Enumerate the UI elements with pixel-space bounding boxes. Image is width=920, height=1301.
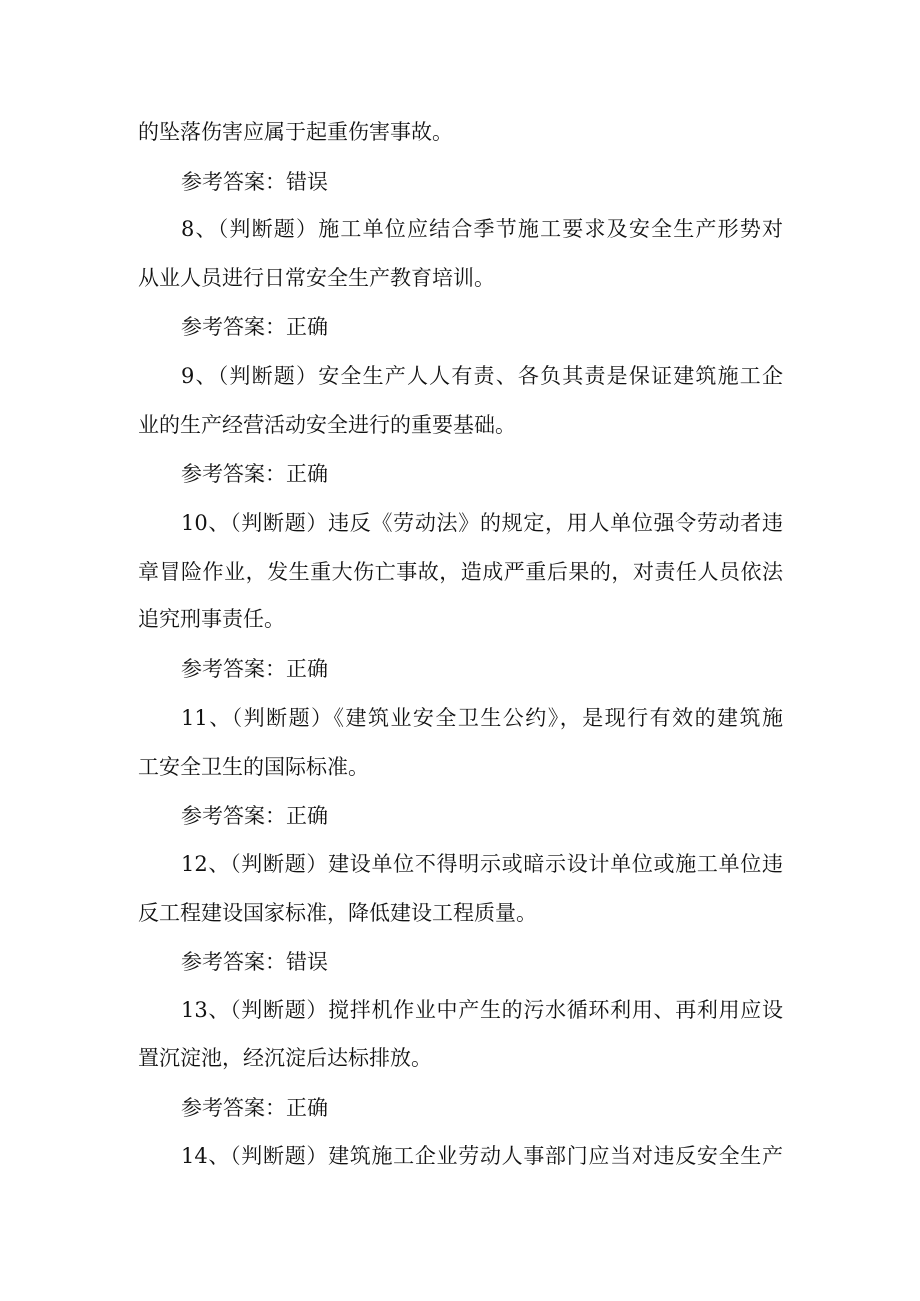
- question-14-line-1: 14、（判断题）建筑施工企业劳动人事部门应当对违反安全生产: [181, 1144, 783, 1168]
- question-9-line-2: 业的生产经营活动安全进行的重要基础。: [138, 413, 516, 437]
- answer-line: 参考答案：错误: [181, 170, 328, 194]
- question-9-line-1: 9、（判断题）安全生产人人有责、各负其责是保证建筑施工企: [181, 364, 783, 388]
- question-10-line-2: 章冒险作业，发生重大伤亡事故，造成严重后果的，对责任人员依法: [138, 560, 783, 584]
- answer-line: 参考答案：正确: [181, 1096, 328, 1120]
- question-8-line-1: 8、（判断题）施工单位应结合季节施工要求及安全生产形势对: [181, 217, 783, 241]
- question-13-line-2: 置沉淀池，经沉淀后达标排放。: [138, 1046, 432, 1070]
- answer-line: 参考答案：正确: [181, 462, 328, 486]
- text-line: 的坠落伤害应属于起重伤害事故。: [138, 120, 453, 144]
- question-10-line-3: 追究刑事责任。: [138, 607, 285, 631]
- answer-line: 参考答案：错误: [181, 950, 328, 974]
- question-11-line-1: 11、（判断题）《建筑业安全卫生公约》，是现行有效的建筑施: [181, 706, 783, 730]
- answer-line: 参考答案：正确: [181, 657, 328, 681]
- answer-line: 参考答案：正确: [181, 315, 328, 339]
- question-8-line-2: 从业人员进行日常安全生产教育培训。: [138, 266, 495, 290]
- question-10-line-1: 10、（判断题）违反《劳动法》的规定，用人单位强令劳动者违: [181, 511, 783, 535]
- answer-line: 参考答案：正确: [181, 804, 328, 828]
- question-11-line-2: 工安全卫生的国际标准。: [138, 755, 369, 779]
- question-13-line-1: 13、（判断题）搅拌机作业中产生的污水循环利用、再利用应设: [181, 998, 783, 1022]
- question-12-line-2: 反工程建设国家标准，降低建设工程质量。: [138, 901, 537, 925]
- question-12-line-1: 12、（判断题）建设单位不得明示或暗示设计单位或施工单位违: [181, 852, 783, 876]
